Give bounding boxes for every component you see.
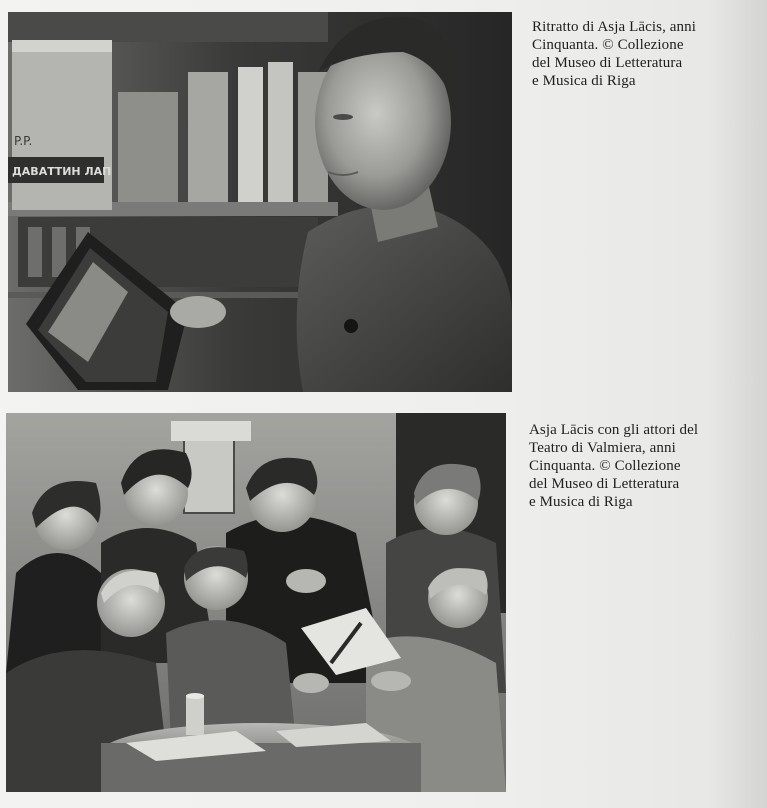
portrait-caption <box>532 18 696 90</box>
theatre-group-caption <box>529 421 698 511</box>
caption-line: del Museo di Letteratura <box>529 476 680 492</box>
caption-line: Cinquanta. © Collezione <box>532 37 684 53</box>
shelf-sign-text: ДАВАТТИН ЛАП <box>12 165 112 178</box>
caption-line: e Musica di Riga <box>529 494 633 510</box>
page-edge-shadow <box>707 0 767 808</box>
shelf-sign-small: P.P. <box>14 134 33 148</box>
theatre-group-photo-image <box>6 413 506 792</box>
caption-line: Teatro di Valmiera, anni <box>529 440 676 456</box>
caption-line: Asja Lācis con gli attori del <box>529 422 699 438</box>
caption-line: Ritratto di Asja Lācis, anni <box>532 19 697 35</box>
portrait-photo <box>8 12 512 392</box>
portrait-photo-image <box>8 12 512 392</box>
caption-line: e Musica di Riga <box>532 73 636 89</box>
theatre-group-photo <box>6 413 506 792</box>
caption-line: del Museo di Letteratura <box>532 55 683 71</box>
caption-line: Cinquanta. © Collezione <box>529 458 681 474</box>
